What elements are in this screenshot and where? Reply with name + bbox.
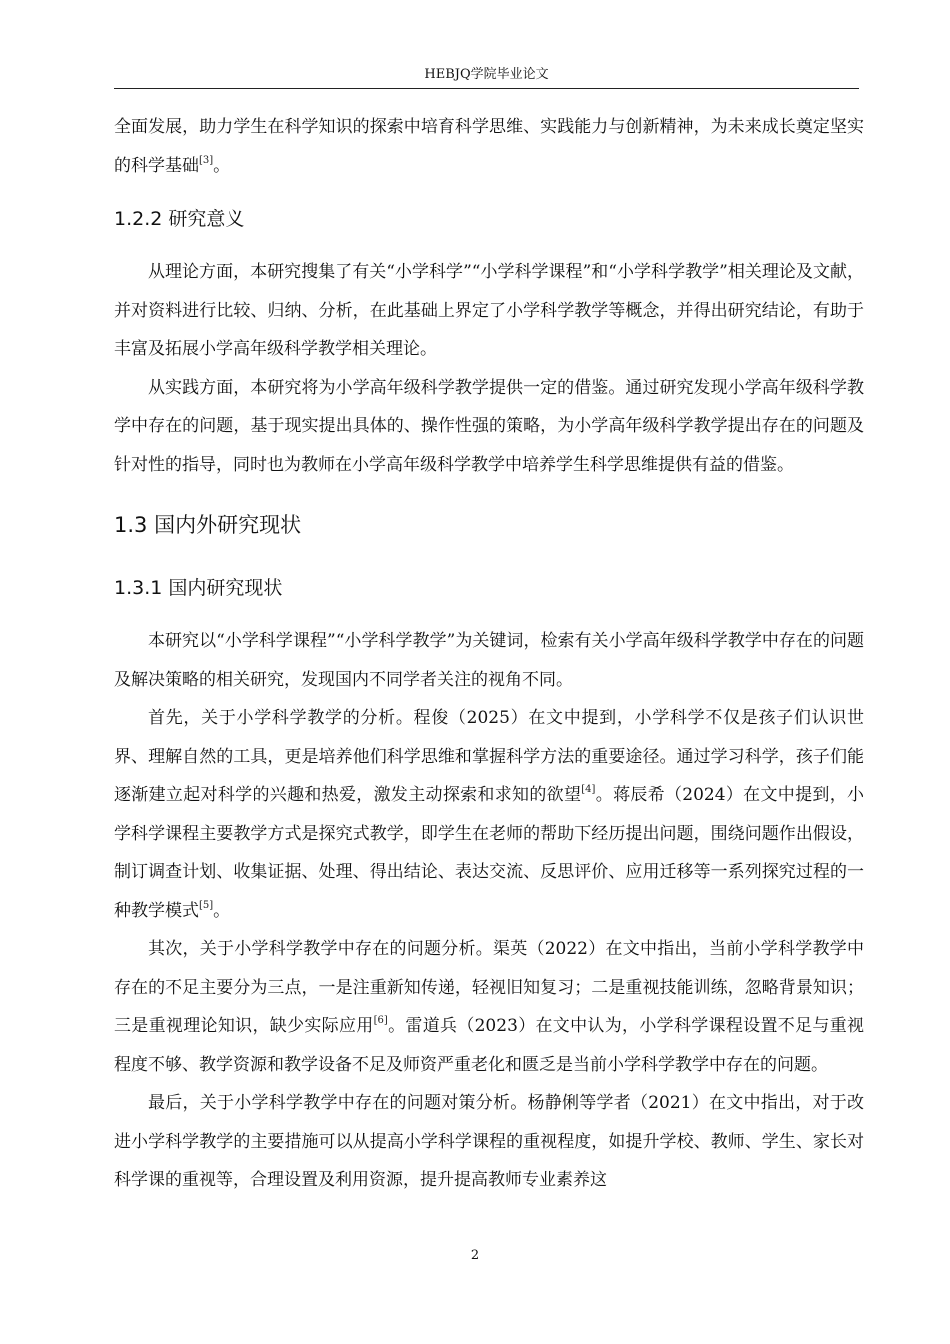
paragraph-text: 首先，关于小学科学教学的分析。程俊（2025）在文中提到，小学科学不仅是孩子们认识世界、理解自然的工具，更是培养他们科学思维和掌握科学方法的重要途径。通过学习科学，孩子们能逐渐建立起对科学的兴趣和热爱，激发主动探索和求知的欲望 bbox=[114, 708, 864, 805]
paragraph-text: 。雷道兵（2023）在文中认为，小学科学课程设置不足与重视程度不够、教学资源和教学设备不足及师资严重老化和匮乏是当前小学科学教学中存在的问题。 bbox=[114, 1016, 865, 1075]
heading-1-3: 1.3 国内外研究现状 bbox=[114, 513, 302, 537]
heading-1-3-1: 1.3.1 国内研究现状 bbox=[114, 577, 283, 599]
paragraph-tail: 。 bbox=[213, 155, 231, 176]
paragraph-practice: 从实践方面，本研究将为小学高年级科学教学提供一定的借鉴。通过研究发现小学高年级科学教学中存在的问题，基于现实提出具体的、操作性强的策略，为小学高年级科学教学提出存在的问题及针对性的指导，同时也为教师在小学高年级科学教学中培养学生科学思维提供有益的借鉴。 bbox=[114, 377, 864, 475]
paragraph-continued bbox=[114, 108, 864, 185]
paragraph-text: 全面发展，助力学生在科学知识的探索中培育科学思维、实践能力与创新精神，为未来成长奠定坚实的科学基础 bbox=[114, 117, 864, 176]
page-number: 2 bbox=[470, 1248, 480, 1263]
header-title: HEBJQ学院毕业论文 bbox=[424, 67, 549, 82]
citation-ref: [3] bbox=[199, 154, 214, 166]
citation-ref: [6] bbox=[373, 1015, 388, 1026]
citation-ref: [5] bbox=[199, 899, 214, 911]
paragraph-second bbox=[114, 930, 864, 1084]
running-header bbox=[114, 62, 859, 89]
paragraph-text: 其次，关于小学科学教学中存在的问题分析。渠英（2022）在文中指出，当前小学科学教学中存在的不足主要分为三点，一是注重新知传递，轻视旧知复习；二是重视技能训练，忽略背景知识；三是重视理论知识，缺少实际应用 bbox=[114, 939, 864, 1036]
heading-1-2-2: 1.2.2 研究意义 bbox=[114, 208, 245, 230]
paragraph-theory: 从理论方面，本研究搜集了有关“小学科学”“小学科学课程”和“小学科学教学”相关理论及文献，并对资料进行比较、归纳、分析，在此基础上界定了小学科学教学等概念，并得出研究结论，有助于丰富及拓展小学高年级科学教学相关理论。 bbox=[114, 262, 864, 359]
paragraph-keywords: 本研究以“小学科学课程”“小学科学教学”为关键词，检索有关小学高年级科学教学中存在的问题及解决策略的相关研究，发现国内不同学者关注的视角不同。 bbox=[114, 631, 864, 690]
citation-ref: [4] bbox=[581, 784, 596, 795]
page-body bbox=[114, 108, 864, 1200]
paragraph-first bbox=[114, 699, 864, 930]
paragraph-text: 。蒋辰希（2024）在文中提到，小学科学课程主要教学方式是探究式教学，即学生在老师的帮助下经历提出问题，围绕问题作出假设，制订调查计划、收集证据、处理、得出结论、表达交流、反思评价、应用迁移等一系列探究过程的一种教学模式 bbox=[114, 785, 865, 921]
page-footer bbox=[0, 1248, 950, 1263]
paragraph-last: 最后，关于小学科学教学中存在的问题对策分析。杨静俐等学者（2021）在文中指出，对于改进小学科学教学的主要措施可以从提高小学科学课程的重视程度，如提升学校、教师、学生、家长对科学课的重视等，合理设置及利用资源，提升提高教师专业素养这 bbox=[114, 1093, 864, 1190]
paragraph-tail: 。 bbox=[213, 900, 231, 921]
